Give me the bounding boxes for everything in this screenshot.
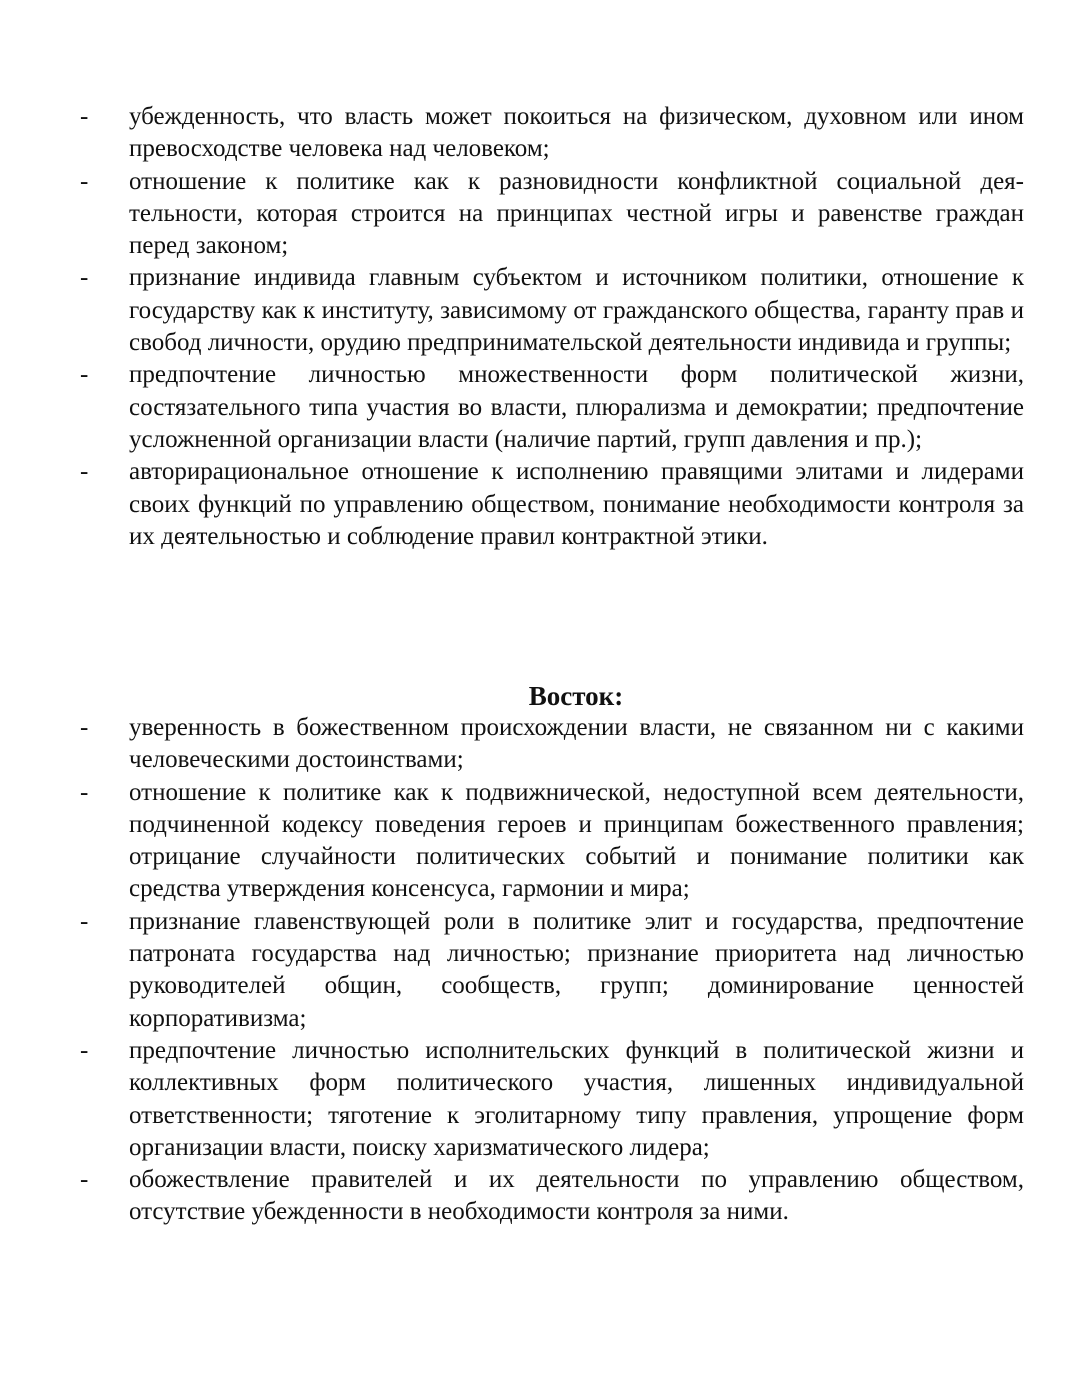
bullet-dash: - [80,361,89,389]
list-item-text: признание индивида главным субъектом и источником политики, отношение к государству как к институту, зависимому от гражданского общества, гаранту прав и свобод личности, орудию предпринимательской деятельности индивида и группы; [129,264,1024,357]
list-item [80,456,1024,553]
bullet-dash: - [80,103,89,130]
section-heading: Восток: [528,681,624,711]
list-item [80,906,1024,1035]
list-item-text: отношение к политике как к разновидности конфликтной социальной деятельности, которая строится на принципах честной игры и равенстве граждан перед законом; [129,167,1024,260]
list-item-text: уверенность в божественном происхождении власти, не связанном ни с какими человеческими достоинствами; [129,714,1024,774]
list-item [80,1164,1024,1229]
list-item [80,166,1024,263]
bullet-dash: - [80,907,89,935]
list-item [80,712,1024,777]
list-item-text: отношение к политике как к подвижнической, недоступной всем деятельности, подчиненной кодексу поведения героев и принципам божественного правления; отрицание случайности политических событий и понимание политики как средства утверждения консенсуса, гармонии и мира; [129,778,1024,903]
list-item-text: обожествление правителей и их деятельности по управлению обществом, отсутствие убежденности в необходимости контроля за ними. [129,1166,1024,1226]
bullet-dash: - [80,714,89,741]
list-item [80,262,1024,359]
list-item-text: убежденность, что власть может покоиться на физическом, духовном или ином превосходстве человека над человеком; [129,103,1024,163]
list-item-text: предпочтение личностью исполнительских функций в политической жизни и коллективных форм политического участия, лишенных индивидуальной ответственности; тяготение к эголитарному типу правления, упрощение форм организации власти, поиску харизматического лидера; [129,1036,1024,1161]
list-item-text: авторирациональное отношение к исполнению правящими элитами и лидерами своих функций по управлению обществом, понимание необходимости контроля за их деятельностью и соблюдение правил контрактной этики. [129,458,1024,550]
bullet-dash: - [80,458,89,486]
bullet-dash: - [80,167,89,195]
bullet-dash: - [80,778,89,806]
bullet-dash: - [80,1036,89,1064]
bullet-dash: - [80,1166,89,1194]
bullet-dash: - [80,264,89,292]
list-item [80,101,1024,166]
list-item [80,359,1024,456]
list-item-text: предпочтение личностью множественности форм политической жизни, состязательного типа участия во власти, плюрализма и демократии; предпочтение усложненной организации власти (наличие партий, групп давления и пр.); [129,361,1024,453]
list-item-text: признание главенствующей роли в политике элит и государства, предпочтение патроната государства над личностью; признание приоритета над личностью руководителей общин, сообществ, групп; доминирование ценностей корпоративизма; [129,907,1024,1032]
west-section [80,101,1024,553]
list-item [80,1035,1024,1164]
list-item [80,777,1024,906]
east-section [80,680,1024,1229]
